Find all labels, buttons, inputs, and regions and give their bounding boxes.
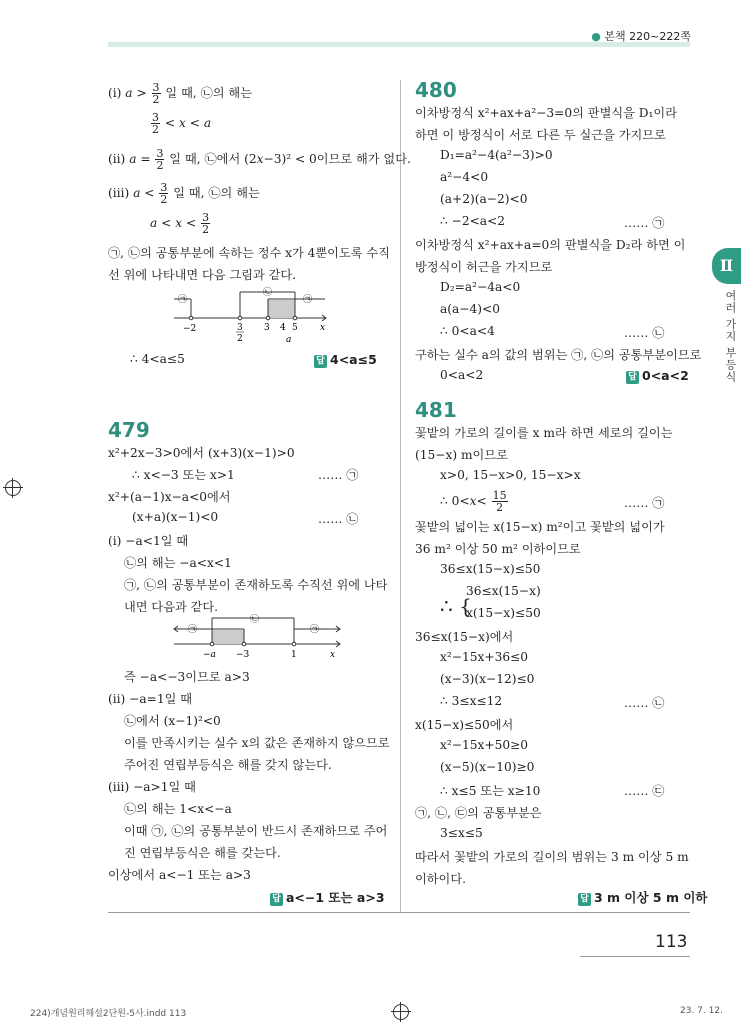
footer-file: 224)개념원리해설2단원-5사.indd 113 <box>30 1009 187 1019</box>
equation-tag: …… ㉡ <box>624 696 665 710</box>
text-line: x²−15x+36≤0 <box>440 650 529 664</box>
text-line: ∴ −2<a<2 <box>440 214 506 228</box>
case-3-line: (ⅲ) a < $\frac{3}{2}$ 일 때, ㉡의 해는 <box>108 181 260 206</box>
fig2-axis: x <box>330 650 336 660</box>
text-line: (x−5)(x−10)≥0 <box>440 760 535 774</box>
equation-tag: …… ㉡ <box>318 512 359 526</box>
text-line: 36≤x(15−x)에서 <box>415 630 514 644</box>
registration-mark-icon <box>393 1004 409 1020</box>
text-line: 진 연립부등식은 해를 갖는다. <box>124 846 281 860</box>
text-line: (ⅰ) −a<1일 때 <box>108 534 189 548</box>
text-line: 주어진 연립부등식은 해를 갖지 않는다. <box>124 758 332 772</box>
chapter-label: 여러 가지 부등식 <box>724 290 737 383</box>
fig1-tick: 2 <box>237 334 243 344</box>
text-line: 이차방정식 x²+ax+a=0의 판별식을 D₂라 하면 이 <box>415 238 686 252</box>
text-line: ㉠, ㉡, ㉢의 공통부분은 <box>415 806 542 820</box>
problem-number: 480 <box>415 78 457 102</box>
text-line: 꽃밭의 가로의 길이를 x m라 하면 세로의 길이는 <box>415 426 673 440</box>
text-line: 하면 이 방정식이 서로 다른 두 실근을 가지므로 <box>415 128 666 142</box>
text-line: a(a−4)<0 <box>440 302 500 316</box>
text-line: (ⅱ) −a=1일 때 <box>108 692 193 706</box>
page-number: 113 <box>655 932 688 952</box>
text-line: 이를 만족시키는 실수 x의 값은 존재하지 않으므로 <box>124 736 390 750</box>
text-line: 36≤x(15−x)≤50 <box>440 562 541 576</box>
text-line: 36≤x(15−x) <box>466 584 541 598</box>
text-line: D₂=a²−4a<0 <box>440 280 521 294</box>
answer-480: 답 0<a<2 <box>626 368 689 384</box>
equation-tag: …… ㉠ <box>624 216 665 230</box>
text-line: ㉡의 해는 1<x<−a <box>124 802 232 816</box>
text-line: 36 m² 이상 50 m² 이하이므로 <box>415 542 581 556</box>
fig1-tick: 4 <box>280 323 286 333</box>
answer-481: 답 3 m 이상 5 m 이하 <box>578 888 708 906</box>
fig1-axis: x <box>320 323 326 333</box>
text-line: 이상에서 a<−1 또는 a>3 <box>108 868 251 882</box>
text-line: 이때 ㉠, ㉡의 공통부분이 반드시 존재하므로 주어 <box>124 824 388 838</box>
fig2-tick: 1 <box>291 650 297 660</box>
bottom-rule <box>108 912 690 913</box>
case-3-solution: a < x < $\frac{3}{2}$ <box>150 211 210 236</box>
text-line: (x+a)(x−1)<0 <box>132 510 219 524</box>
page-number-rule <box>580 956 690 957</box>
case-1-line: (ⅰ) a > $\frac{3}{2}$ 일 때, ㉡의 해는 <box>108 81 252 106</box>
fig2-label-1: ㉠ <box>188 625 198 635</box>
text-line: ∴ x<−3 또는 x>1 <box>132 468 235 482</box>
text-line: x²−15x+50≥0 <box>440 738 529 752</box>
text-line: 꽃밭의 넓이는 x(15−x) m²이고 꽃밭의 넓이가 <box>415 520 665 534</box>
number-line-figure-1 <box>160 286 340 348</box>
text-line: (15−x) m이므로 <box>415 448 508 462</box>
fig1-tick: −2 <box>183 324 197 334</box>
text-line: 3≤x≤5 <box>440 826 483 840</box>
fig2-tick: −3 <box>236 650 250 660</box>
fig1-tick: 3 <box>237 323 243 333</box>
text-line: 선 위에 나타내면 다음 그림과 같다. <box>108 268 297 282</box>
equation-tag: …… ㉠ <box>318 468 359 482</box>
text-line: x(15−x)≤50 <box>466 606 541 620</box>
fig1-tick: 3 <box>264 323 270 333</box>
registration-mark-icon <box>5 480 21 496</box>
number-line-figure-2 <box>170 614 350 660</box>
conclusion: ∴ 4<a≤5 <box>130 352 185 366</box>
equation-tag: …… ㉢ <box>624 784 665 798</box>
text-line: 구하는 실수 a의 값의 범위는 ㉠, ㉡의 공통부분이므로 <box>415 348 702 362</box>
text-line: ㉡의 해는 −a<x<1 <box>124 556 232 570</box>
text-line: ∴ 0<x< $\frac{15}{2}$ <box>440 489 507 514</box>
text-line: ㉠, ㉡의 공통부분에 속하는 정수 x가 4뿐이도록 수직 <box>108 246 390 260</box>
text-line: D₁=a²−4(a²−3)>0 <box>440 148 553 162</box>
text-line: ㉠, ㉡의 공통부분이 존재하도록 수직선 위에 나타 <box>124 578 388 592</box>
text-line: x²+(a−1)x−a<0에서 <box>108 490 231 504</box>
case-1-solution: $\frac{3}{2}$ < x < a <box>152 111 212 136</box>
fig2-tick: −a <box>203 650 216 660</box>
equation-tag: …… ㉠ <box>624 496 665 510</box>
text-line: 방정식이 허근을 가지므로 <box>415 260 553 274</box>
fig1-label-2: ㉡ <box>263 288 273 298</box>
text-line: (ⅲ) −a>1일 때 <box>108 780 196 794</box>
text-line: 이차방정식 x²+ax+a²−3=0의 판별식을 D₁이라 <box>415 106 677 120</box>
problem-number: 479 <box>108 418 150 442</box>
fig1-var: a <box>286 335 292 345</box>
text-line: 따라서 꽃밭의 가로의 길이의 범위는 3 m 이상 5 m <box>415 850 689 864</box>
answer-479: 답 a<−1 또는 a>3 <box>270 888 385 906</box>
text-line: ∴ 3≤x≤12 <box>440 694 503 708</box>
text-line: 내면 다음과 같다. <box>124 600 219 614</box>
case-2-line: (ⅱ) a = $\frac{3}{2}$ 일 때, ㉡에서 (2x−3)² < 0이므로 해가 없다. <box>108 147 411 172</box>
column-separator <box>400 80 401 912</box>
text-line: 0<a<2 <box>440 368 484 382</box>
text-line: ㉡에서 (x−1)²<0 <box>124 714 221 728</box>
problem-number: 481 <box>415 398 457 422</box>
chapter-tab: Ⅱ <box>712 248 741 284</box>
equation-tag: …… ㉡ <box>624 326 665 340</box>
text-line: 즉 −a<−3이므로 a>3 <box>124 670 250 684</box>
text-line: x²+2x−3>0에서 (x+3)(x−1)>0 <box>108 446 295 460</box>
text-line: ∴ x≤5 또는 x≥10 <box>440 784 541 798</box>
fig1-label-3: ㉠ <box>303 295 313 305</box>
text-line: a²−4<0 <box>440 170 489 184</box>
answer-478: 답 4<a≤5 <box>314 352 377 368</box>
system-brace: ∴ { <box>440 594 472 618</box>
text-line: x>0, 15−x>0, 15−x>x <box>440 468 581 482</box>
text-line: (a+2)(a−2)<0 <box>440 192 528 206</box>
text-line: ∴ 0<a<4 <box>440 324 495 338</box>
fig2-label-3: ㉠ <box>310 625 320 635</box>
text-line: 이하이다. <box>415 872 466 886</box>
footer-date: 23. 7. 12. <box>680 1006 723 1016</box>
text-line: x(15−x)≤50에서 <box>415 718 514 732</box>
fig1-tick: 5 <box>292 323 298 333</box>
page-reference: ● 본책 220~222쪽 <box>591 30 691 43</box>
text-line: (x−3)(x−12)≤0 <box>440 672 535 686</box>
fig2-label-2: ㉡ <box>250 615 260 625</box>
fig1-label-1: ㉠ <box>178 295 188 305</box>
